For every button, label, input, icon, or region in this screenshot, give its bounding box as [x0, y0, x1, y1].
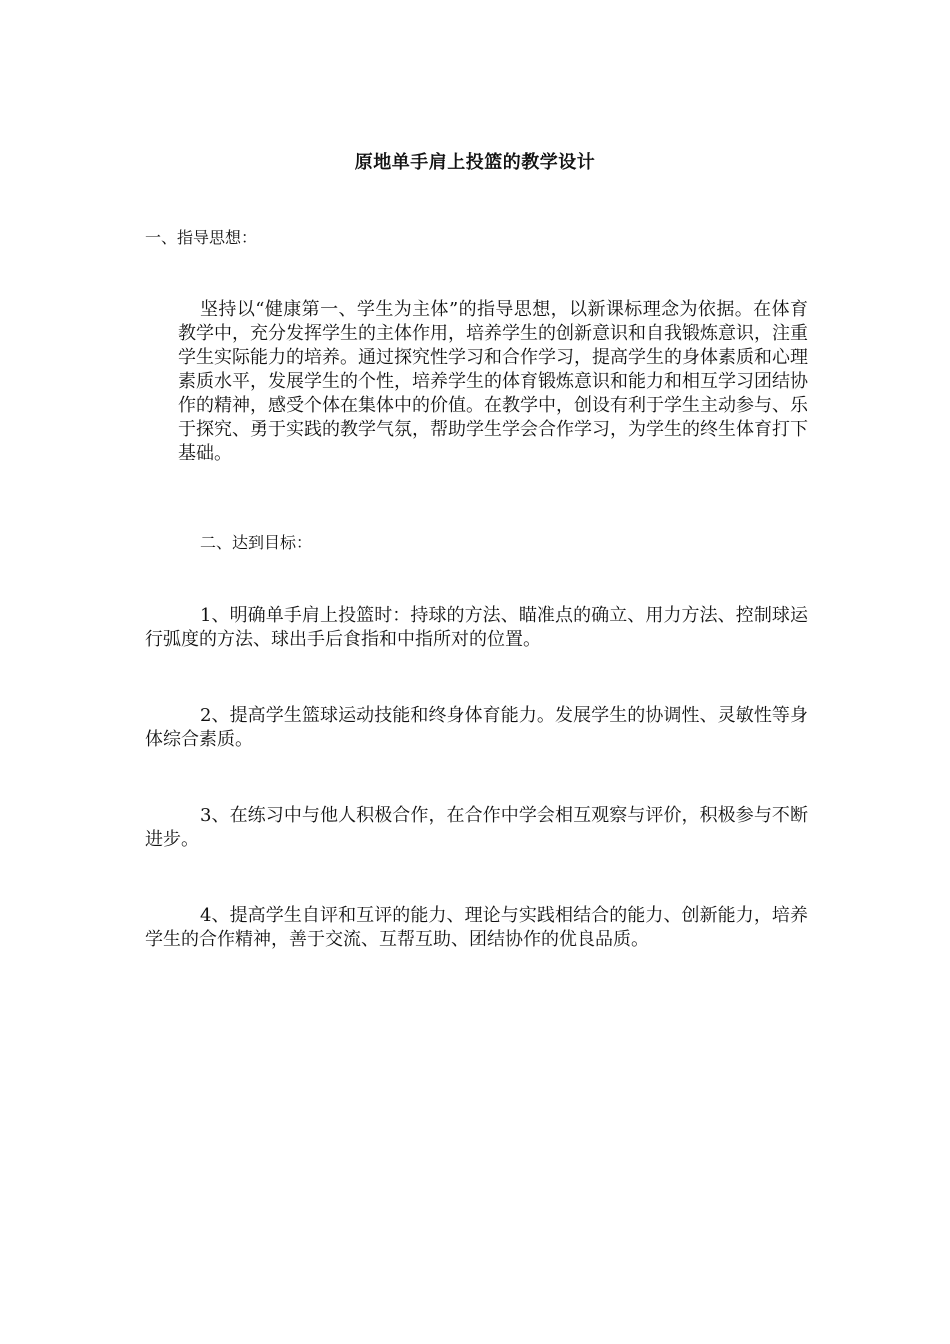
- section-heading-objectives: 二、达到目标：: [200, 533, 313, 552]
- guiding-ideology-paragraph: 坚持以“健康第一、学生为主体”的指导思想，以新课标理念为依据。在体育教学中，充分发挥学生的主体作用，培养学生的创新意识和自我锻炼意识，注重学生实际能力的培养。通过探究性学习和合作学习，提高学生的身体素质和心理素质水平，发展学生的个性，培养学生的体育锻炼意识和能力和相互学习团结协作的精神，感受个体在集体中的价值。在教学中，创设有利于学生主动参与、乐于探究、勇于实践的教学气氛，帮助学生学会合作学习，为学生的终生体育打下基础。: [178, 299, 808, 464]
- objective-item: 3、在练习中与他人积极合作，在合作中学会相互观察与评价，积极参与不断进步。: [145, 805, 808, 850]
- section-heading-guiding-ideology: 一、指导思想：: [145, 228, 258, 247]
- objective-item: 1、明确单手肩上投篮时：持球的方法、瞄准点的确立、用力方法、控制球运行弧度的方法、球出手后食指和中指所对的位置。: [145, 605, 808, 650]
- objective-item: 4、提高学生自评和互评的能力、理论与实践相结合的能力、创新能力，培养学生的合作精神，善于交流、互帮互助、团结协作的优良品质。: [145, 905, 808, 950]
- document-title: 原地单手肩上投篮的教学设计: [354, 152, 596, 173]
- objective-item: 2、提高学生篮球运动技能和终身体育能力。发展学生的协调性、灵敏性等身体综合素质。: [145, 705, 808, 750]
